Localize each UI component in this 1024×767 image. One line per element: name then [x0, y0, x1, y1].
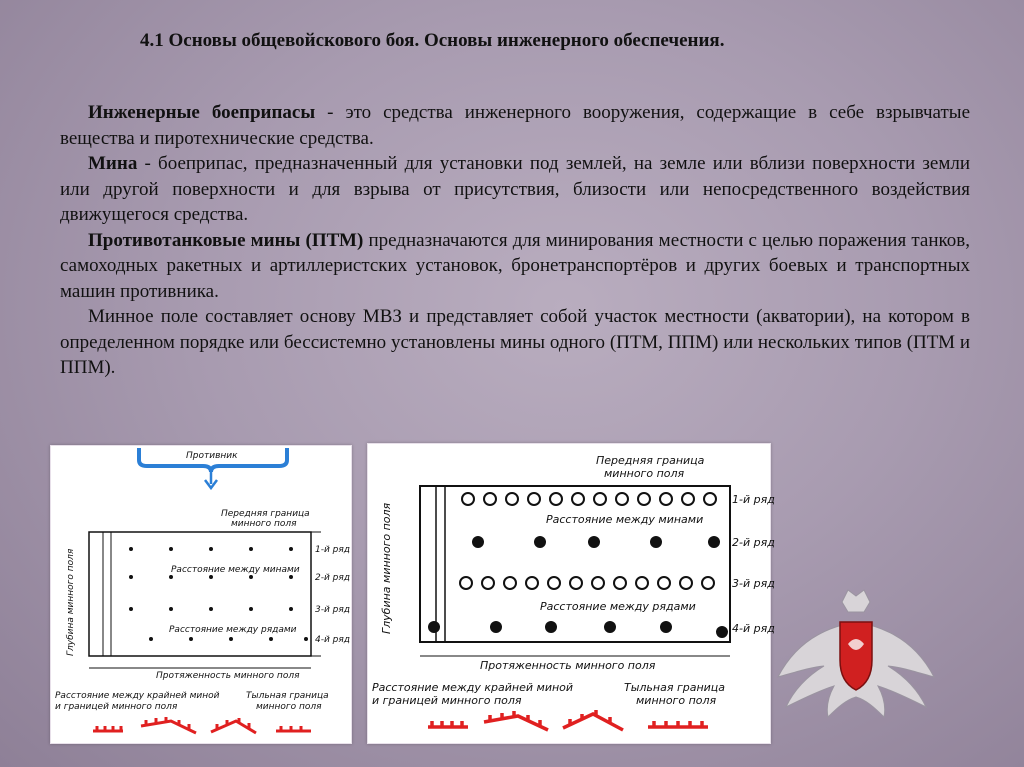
length-label: Протяженность минного поля — [480, 659, 656, 672]
mines-row-4 — [428, 621, 728, 638]
mines-row-3 — [460, 577, 714, 589]
minefield-diagram-right — [367, 443, 775, 744]
edge-label-1: Расстояние между крайней миной — [55, 691, 220, 701]
length-label: Протяженность минного поля — [156, 671, 300, 681]
row-label-4: 4-й ряд — [732, 622, 775, 635]
mine-spacing-label: Расстояние между минами — [171, 565, 300, 575]
rear-label-2: минного поля — [636, 694, 717, 707]
shield-icon — [840, 622, 872, 690]
edge-label-2: и границей минного поля — [372, 694, 522, 707]
mines-row-1 — [462, 493, 716, 505]
paragraph-antitank-mines — [60, 228, 970, 305]
paragraph-minefield — [60, 304, 970, 381]
definition: - боеприпас, предназначенный для установки под землей, на земле или вблизи поверхности земли или другой поверхности и для взрыва от присутствия, близости или непосредственного воздействия движущегося средства. — [60, 153, 970, 225]
front-label-1: Передняя граница — [596, 454, 705, 467]
slide-title: 4.1 Основы общевойскового боя. Основы инженерного обеспечения. — [140, 30, 725, 51]
rear-label-2: минного поля — [256, 702, 322, 712]
depth-label: Глубина минного поля — [66, 548, 76, 656]
row-label-1: 1-й ряд — [732, 493, 775, 506]
rear-label-1: Тыльная граница — [246, 691, 329, 701]
row-label-2: 2-й ряд — [315, 573, 351, 583]
front-label-2: минного поля — [604, 467, 685, 480]
term: Мина — [88, 153, 138, 174]
enemy-label: Противник — [186, 451, 238, 461]
edge-label-2: и границей минного поля — [55, 702, 178, 712]
enemy-arrow-icon — [205, 472, 217, 488]
row-spacing-label: Расстояние между рядами — [169, 625, 297, 635]
mine-spacing-label: Расстояние между минами — [546, 513, 704, 526]
minefield-diagram-left — [50, 445, 352, 744]
term: Противотанковые мины (ПТМ) — [88, 229, 364, 251]
row-label-2: 2-й ряд — [732, 536, 775, 549]
rear-label-1: Тыльная граница — [624, 681, 726, 694]
row-label-3: 3-й ряд — [315, 605, 351, 615]
row-label-3: 3-й ряд — [732, 577, 775, 590]
trench-icons — [428, 710, 708, 730]
row-spacing-label: Расстояние между рядами — [540, 600, 696, 613]
depth-label: Глубина минного поля — [380, 502, 393, 634]
row-label-1: 1-й ряд — [315, 545, 351, 555]
front-label-1: Передняя граница — [221, 509, 310, 519]
engineering-troops-emblem — [776, 582, 936, 737]
trench-icons — [93, 717, 311, 733]
paragraph-mine — [60, 151, 970, 228]
paragraph-engineering-munitions — [60, 100, 970, 151]
body-text — [60, 100, 970, 381]
front-label-2: минного поля — [231, 519, 297, 529]
definition: - это средства инженерного вооружения, содержащие в себе взрывчатые вещества и пиротехнические средства. — [60, 102, 970, 149]
definition: предназначаются для минирования местности с целью поражения танков, самоходных ракетных и артиллеристских установок, бронетранспортёров и других боевых и транспортных машин противника. — [60, 229, 970, 302]
term: Инженерные боеприпасы — [88, 102, 316, 123]
mines-row-2 — [472, 536, 720, 548]
edge-label-1: Расстояние между крайней миной — [372, 681, 574, 694]
row-label-4: 4-й ряд — [315, 635, 351, 645]
definition: Минное поле составляет основу МВЗ и представляет собой участок местности (акватории), на котором в определенном порядке или бессистемно установлены мины одного (ПТМ, ППМ) или нескольких типов (ПТМ и ППМ). — [60, 306, 970, 378]
